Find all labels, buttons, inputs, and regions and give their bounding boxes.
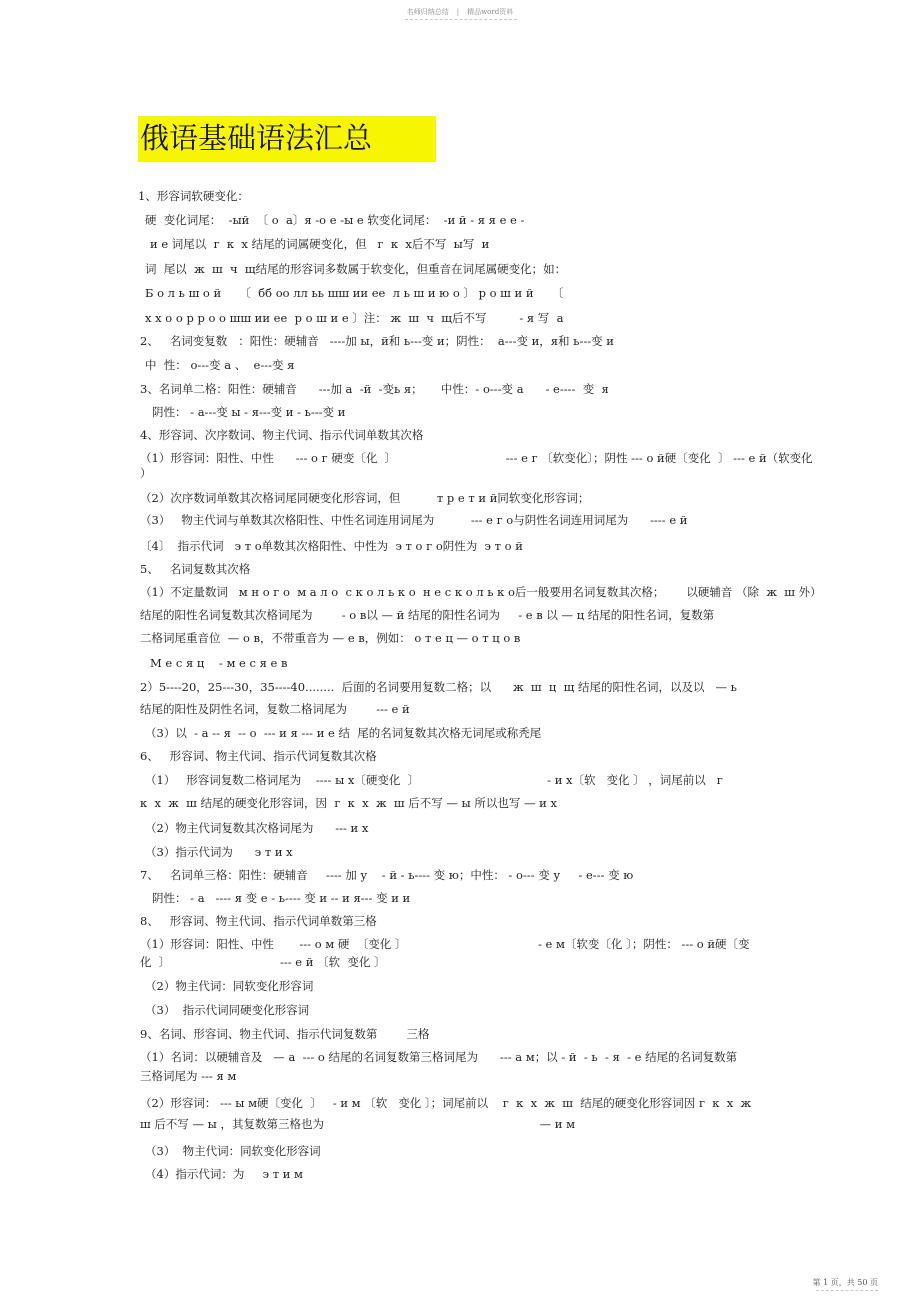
document-title: 俄语基础语法汇总 [138, 116, 436, 162]
body-line: Б о л ь ш о й 〔 бб оо лл ьь шш ии ее л ь ш и ю о 〕 р о ш и й 〔 [145, 286, 564, 300]
body-line: （1）形容词：阳性、中性 --- о м 硬 〔变化 〕 - е м〔软变〔化 〕；阴性： --- о й硬〔变 [140, 937, 750, 951]
page-number: 第 1 页，共 50 页 [812, 1278, 878, 1287]
body-line: 阴性： - а---变 ы - я---变 и - ь---变 и [152, 405, 346, 419]
body-line: ） [140, 466, 152, 480]
body-line: и е 词尾以 г к х 结尾的词属硬变化，但 г к х后不写 ы写 и [150, 237, 490, 251]
page-header: 名师归纳总结 | 精品word资料 [406, 8, 514, 16]
body-line: （3） 指示代词同硬变化形容词 [145, 1003, 310, 1017]
body-line: 硬 变化词尾： -ый 〔 о а〕я -о е -ы е 软变化词尾： -и й - я я е е - [145, 213, 525, 227]
body-line: 二格词尾重音位 — о в，不带重音为 — е в，例如： о т е ц — о т ц о в [140, 631, 521, 645]
body-line: 阴性： - а ---- я 变 е - ь---- 变 и -- и я--- 变 и и [152, 891, 411, 905]
body-line: （3） 物主代词：同软变化形容词 [145, 1144, 321, 1158]
body-line: 结尾的阳性名词复数其次格词尾为 - о в以 — й 结尾的阳性名词为 - е в 以 — ц 结尾的阳性名词，复数第 [140, 608, 715, 622]
body-line: （2）物主代词复数其次格词尾为 --- и х [145, 821, 369, 835]
body-line: к х ж ш 结尾的硬变化形容词，因 г к х ж ш 后不写 — ы 所以也写 — и х [140, 796, 557, 810]
body-line: ш 后不写 — ы ，其复数第三格也为 — и м [140, 1117, 576, 1131]
body-line: 6、 形容词、物主代词、指示代词复数其次格 [140, 749, 377, 763]
body-line: 化 〕 --- е й 〔软 变化 〕 [140, 955, 386, 969]
body-line: （2）形容词： --- ы м硬〔变化 〕 - и м 〔软 变化 〕；词尾前以 г к х ж ш 结尾的硬变化形容词因 г к х ж [140, 1096, 752, 1110]
body-line: 1、形容词软硬变化： [138, 189, 249, 203]
body-line: 三格词尾为 --- я м [140, 1069, 237, 1083]
footer-divider [816, 1290, 878, 1291]
header-right-text: 精品word资料 [467, 8, 514, 16]
body-line: М е с я ц - м е с я е в [150, 656, 288, 670]
body-line: 2）5----20，25---30，35----40........ 后面的名词要用复数二格；以 ж ш ц щ 结尾的阳性名词，以及以 — ь [140, 680, 737, 694]
body-line: （1）形容词：阳性、中性 --- о г 硬变〔化 〕 --- е г 〔软变化〕；阴性 --- о й硬〔变化 〕 --- е й（软变化 [140, 451, 813, 465]
header-divider [405, 19, 517, 20]
body-line: 3、名词单二格：阳性：硬辅音 ---加 а -й -变ь я； 中性：- о---变 а - е---- 变 я [140, 382, 609, 396]
body-line: х х о о р р о о шш ии ее р о ш и е 〕注： ж ш ч щ后不写 - я 写 а [145, 311, 564, 325]
body-line: 2、 名词变复数 ：阳性：硬辅音 ----加 ы，й和 ь---变 и；阴性： а---变 и，я和 ь---变 и [140, 334, 614, 348]
body-line: （1） 形容词复数二格词尾为 ---- ы х〔硬变化 〕 - и х〔软 变化 〕 ，词尾前以 г [145, 773, 723, 787]
body-line: 9、名词、形容词、物主代词、指示代词复数第 三格 [140, 1027, 430, 1041]
body-line: 7、 名词单三格：阳性：硬辅音 ---- 加 у - й - ь---- 变 ю；中性： - о--- 变 у - е--- 变 ю [140, 868, 634, 882]
header-left-text: 名师归纳总结 [406, 8, 449, 16]
body-line: （1）不定量数词 м н о г о м а л о с к о л ь к о н е с к о л ь к о后一般要用名词复数其次格； 以硬辅音 （除 ж ш 外） [140, 585, 822, 599]
body-line: 结尾的阳性及阴性名词，复数二格词尾为 --- е й [140, 702, 410, 716]
body-line: 中 性： о---变 а 、 е---变 я [145, 358, 295, 372]
body-line: （3）指示代词为 э т и х [145, 845, 293, 859]
body-line: （4）指示代词：为 э т и м [145, 1167, 303, 1181]
body-line: 5、 名词复数其次格 [140, 562, 251, 576]
body-line: （2）物主代词：同软变化形容词 [145, 979, 314, 993]
body-line: （3） 物主代词与单数其次格阳性、中性名词连用词尾为 --- е г о与阴性名词连用词尾为 ---- е й [140, 513, 688, 527]
body-line: （3）以 - а -- я -- о --- и я --- и е 结 尾的名词复数其次格无词尾或称秃尾 [145, 726, 542, 740]
body-line: 4、形容词、次序数词、物主代词、指示代词单数其次格 [140, 428, 424, 442]
body-line: （1）名词：以硬辅音及 — а --- о 结尾的名词复数第三格词尾为 --- а м；以 - й - ь - я - е 结尾的名词复数第 [140, 1050, 738, 1064]
body-line: 8、 形容词、物主代词、指示代词单数第三格 [140, 914, 377, 928]
body-line: （2）次序数词单数其次格词尾同硬变化形容词，但 т р е т и й同软变化形容词； [140, 491, 590, 505]
body-line: 词 尾以 ж ш ч щ结尾的形容词多数属于软变化，但重音在词尾属硬变化；如： [145, 262, 567, 276]
body-line: 〔4〕 指示代词 э т о单数其次格阳性、中性为 э т о г о阴性为 э т о й [140, 539, 523, 553]
